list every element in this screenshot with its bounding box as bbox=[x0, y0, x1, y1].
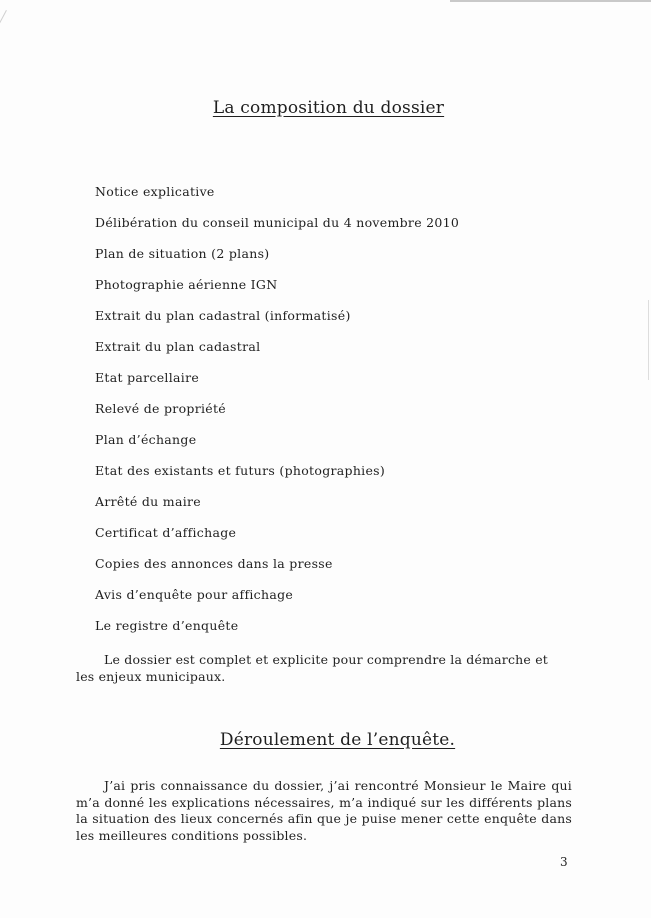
list-item: Photographie aérienne IGN bbox=[95, 277, 278, 292]
list-item: Etat des existants et futurs (photographies) bbox=[95, 463, 386, 478]
dossier-items-list bbox=[95, 183, 459, 648]
list-item: Extrait du plan cadastral bbox=[95, 339, 261, 354]
scan-side-mark bbox=[648, 300, 649, 380]
scan-edge-line bbox=[450, 0, 651, 2]
list-item: Délibération du conseil municipal du 4 novembre 2010 bbox=[95, 215, 460, 230]
list-item: Certificat d’affichage bbox=[95, 525, 237, 540]
page-number: 3 bbox=[560, 855, 568, 869]
dossier-conclusion-paragraph: Le dossier est complet et explicite pour comprendre la démarche et les enjeux municipaux. bbox=[76, 652, 549, 684]
section-title-deroulement: Déroulement de l’enquête. bbox=[219, 730, 456, 750]
section-title-composition: La composition du dossier bbox=[212, 98, 445, 118]
list-item: Relevé de propriété bbox=[95, 401, 227, 416]
scan-corner-mark bbox=[0, 10, 7, 81]
list-item: Plan de situation (2 plans) bbox=[95, 246, 270, 261]
list-item: Arrêté du maire bbox=[95, 494, 201, 509]
list-item: Avis d’enquête pour affichage bbox=[95, 587, 294, 602]
deroulement-paragraph: J’ai pris connaissance du dossier, j’ai rencontré Monsieur le Maire qui m’a donné les explications nécessaires, m’a indiqué sur les différents plans la situation des lieux concernés afin que je puise mener cette enquête dans les meilleures conditions possibles. bbox=[76, 778, 572, 843]
list-item: Le registre d’enquête bbox=[95, 618, 239, 633]
list-item: Etat parcellaire bbox=[95, 370, 200, 385]
list-item: Plan d’échange bbox=[95, 432, 197, 447]
list-item: Copies des annonces dans la presse bbox=[95, 556, 333, 571]
list-item: Notice explicative bbox=[95, 184, 215, 199]
list-item: Extrait du plan cadastral (informatisé) bbox=[95, 308, 351, 323]
